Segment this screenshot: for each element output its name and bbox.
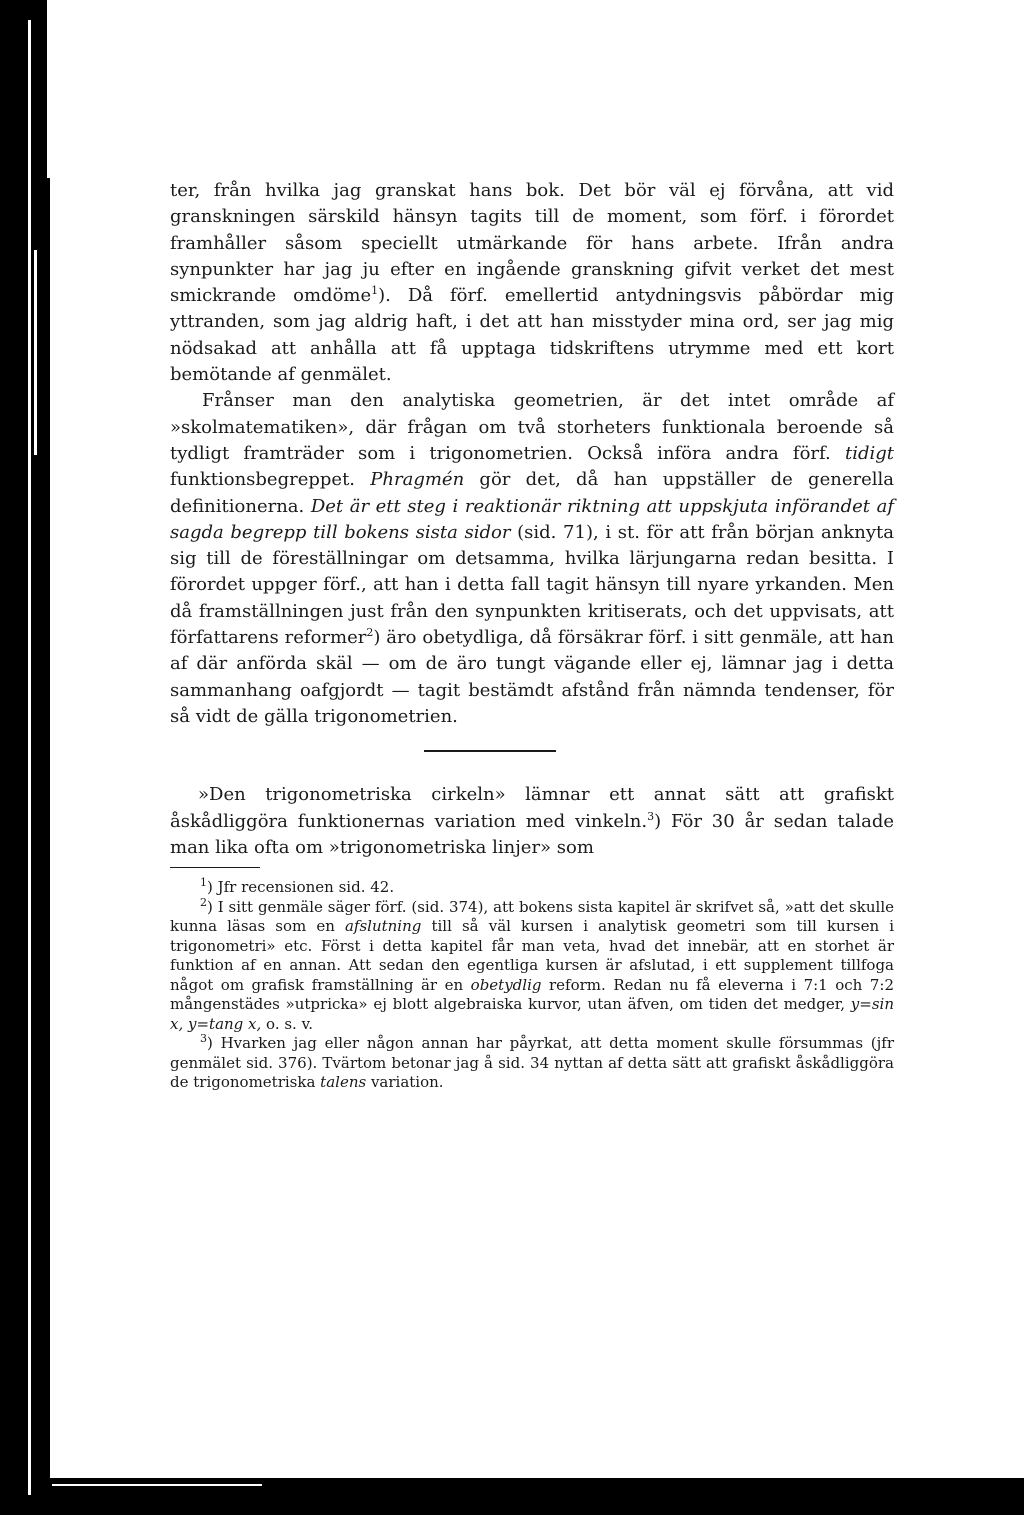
body-paragraph [170, 178, 894, 388]
footnote-ref: 2 [366, 626, 374, 640]
footnote-text: o. s. v. [261, 1014, 314, 1033]
italic-text: Det är ett steg i reaktionär riktning att uppskjuta införandet af sagda begrepp till bokens sista sidor [170, 495, 894, 543]
footnote-text: variation. [366, 1073, 444, 1092]
paragraph-text: funktionsbegreppet. [170, 469, 371, 491]
footnote-text: ) Hvarken jag eller någon annan har påyrkat, att detta moment skulle försummas (jfr genmälet sid. 376). Tvärtom betonar jag å sid. 34 nyttan af detta sätt att grafiskt åskådliggöra de trigonometriska [170, 1034, 894, 1092]
paragraph-text: Frånser man den analytiska geometrien, är det intet område af »skolmatematiken», där frågan om två storheters funktionala beroende så tydligt framträder som i trigonometrien. Också införa andra förf. [170, 390, 894, 464]
page-text [170, 178, 894, 1093]
paragraph-text: (sid. 71), i st. för att från början anknyta sig till de föreställningar om detsamma, hvilka lärjungarna redan besitta. I förordet uppger förf., att han i detta fall tagit hänsyn till nyare yrkanden. Men då framställningen just från den synpunkten kritiserats, och det uppvisats, att författarens reformer [170, 521, 894, 649]
scan-margin-line [34, 250, 37, 455]
footnote [170, 878, 894, 898]
paragraph-text: »Den trigonometriska cirkeln» lämnar ett annat sätt att grafiskt åskådliggöra funktionernas variation med vinkeln. [170, 784, 894, 832]
footnote-mark: 2 [200, 895, 207, 909]
footnote-text: ) I sitt genmäle säger förf. (sid. 374), att bokens sista kapitel är skrifvet så, »att det skulle kunna läsas som en [170, 897, 894, 936]
footnote [170, 895, 894, 1035]
footnote-ref: 3 [647, 809, 655, 823]
footnote-text: reform. Redan nu få eleverna i 7:1 och 7:2 mångenstädes »utpricka» ej blott algebraiska kurvor, utan äfven, om tiden det medger, [170, 975, 894, 1014]
paragraph-text: ) För 30 år sedan talade man lika ofta om »trigonometriska linjer» som [170, 810, 894, 858]
footnote-mark: 3 [200, 1032, 207, 1046]
footnote-mark: 1 [200, 876, 207, 890]
italic-text: obetydlig [470, 975, 542, 994]
footnote-text: till så väl kursen i analytisk geometri som till kursen i trigonometri» etc. Först i detta kapitel får man veta, hvad det innebär, att en storhet är funktion af en annan. Att sedan den egentliga kursen är afslutad, i ett supplement tillfoga något om grafisk framställning är en [170, 917, 894, 994]
italic-text: afslutning [344, 917, 422, 936]
paragraph-text: ter, från hvilka jag granskat hans bok. Det bör väl ej förvåna, att vid granskningen särskild hänsyn tagits till de moment, som förf. i förordet framhåller såsom speciellt utmärkande för hans arbete. Ifrån andra synpunkter har jag ju efter en ingående granskning gifvit verket det mest smickrande omdöme [170, 180, 894, 307]
italic-formula: y=sin x, y=tang x, [170, 995, 894, 1033]
footnotes [170, 878, 894, 1093]
italic-name: Phragmén [370, 469, 465, 491]
scan-bottom-line [52, 1484, 262, 1486]
body-paragraph [170, 782, 894, 861]
footnote-ref: 1 [371, 284, 379, 298]
section-separator [424, 750, 556, 752]
footnote [170, 1034, 894, 1093]
paragraph-text: ) äro obetydliga, då försäkrar förf. i sitt genmäle, att han af där anförda skäl — om de äro tungt vägande eller ej, lämnar jag i detta sammanhang oafgjordt — tagit bestämdt afstånd från nämnda tendenser, för så vidt de gälla trigonometrien. [170, 627, 894, 727]
italic-text: tidigt [844, 442, 894, 464]
body-paragraph [170, 388, 894, 730]
footnote-text: ) Jfr recensionen sid. 42. [207, 878, 395, 897]
scan-margin-line [28, 20, 31, 1495]
footnote-rule [170, 867, 260, 868]
italic-text: talens [320, 1073, 367, 1092]
paragraph-text: gör det, då han uppställer de generella definitionerna. [170, 469, 894, 517]
paragraph-text: ). Då förf. emellertid antydningsvis påbördar mig yttranden, som jag aldrig haft, i det att han misstyder mina ord, ser jag mig nödsakad att anhålla att få upptaga tidskriftens utrymme med ett kort bemötande af genmälet. [170, 285, 894, 386]
